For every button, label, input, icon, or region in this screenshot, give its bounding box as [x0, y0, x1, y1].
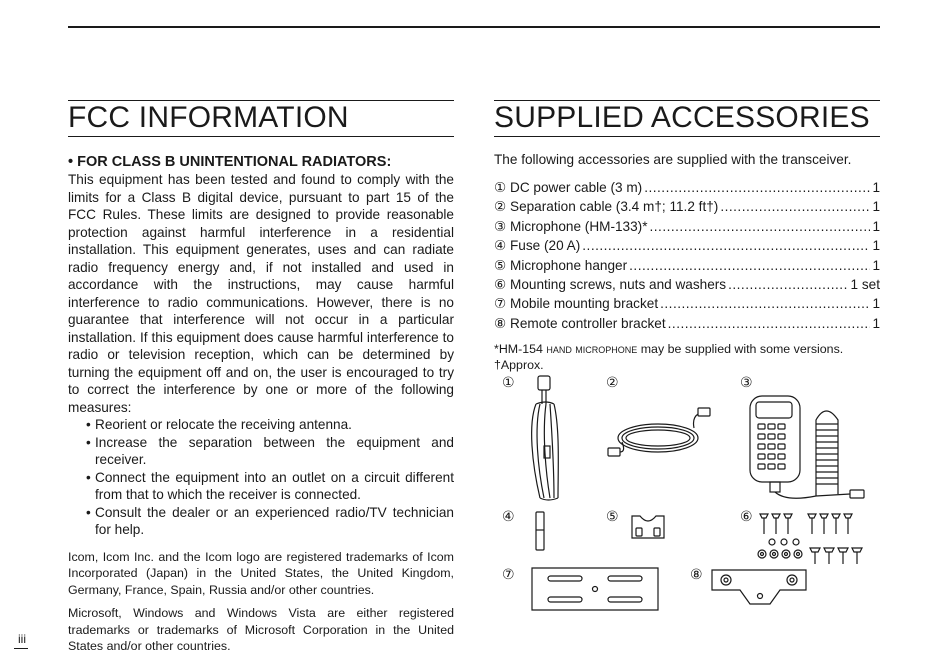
- figure-label-1: ①: [502, 374, 515, 390]
- dot-leader: [668, 314, 871, 333]
- note-smallcaps: hand microphone: [546, 342, 638, 357]
- dot-leader: [660, 294, 870, 313]
- figure-label-6: ⑥: [740, 508, 753, 524]
- list-item: [494, 178, 880, 197]
- list-item: [494, 197, 880, 216]
- separation-cable-icon: [606, 400, 718, 472]
- microphone-icon: [746, 394, 874, 504]
- item-name: Microphone (HM-133)*: [510, 218, 648, 234]
- item-quantity: 1: [872, 296, 880, 312]
- list-item: [494, 314, 880, 333]
- item-name: Mobile mounting bracket: [510, 296, 659, 312]
- item-number: ④: [494, 238, 507, 254]
- note-approx: †Approx.: [494, 358, 544, 373]
- fcc-measures-list: [68, 416, 454, 539]
- figure-label-5: ⑤: [606, 508, 619, 524]
- accessories-note: [494, 341, 880, 373]
- trademark-notice-icom: Icom, Icom Inc. and the Icom logo are registered trademarks of Icom Incorporated (Japan) in the United States, the United Kingdom, Germany, France, Spain, Russia and/or other countries.: [68, 549, 454, 598]
- item-quantity: 1: [872, 315, 880, 331]
- item-quantity: 1: [872, 238, 880, 254]
- accessories-section: [494, 100, 880, 373]
- figure-label-3: ③: [740, 374, 753, 390]
- fuse-icon: [530, 510, 550, 552]
- trademark-notice-microsoft: Microsoft, Windows and Windows Vista are either registered trademarks or trademarks of Microsoft Corporation in the United States and/or other countries.: [68, 605, 454, 654]
- item-number: ⑥: [494, 277, 507, 293]
- remote-controller-bracket-icon: [710, 568, 810, 608]
- item-number: ②: [494, 199, 507, 215]
- item-name: Fuse (20 A): [510, 238, 581, 254]
- dot-leader: [728, 275, 848, 294]
- figure-label-7: ⑦: [502, 566, 515, 582]
- list-item: [494, 294, 880, 313]
- item-quantity: 1: [872, 257, 880, 273]
- item-number: ③: [494, 218, 507, 234]
- item-name: Mounting screws, nuts and washers: [510, 277, 727, 293]
- dc-power-cable-icon: [522, 374, 572, 504]
- list-item: [494, 275, 880, 294]
- item-quantity: 1: [872, 218, 880, 234]
- item-number: ⑤: [494, 257, 507, 273]
- fcc-paragraph: This equipment has been tested and found to comply with the limits for a Class B digital device, pursuant to part 15 of the FCC Rules. These limits are designed to provide reasonable protection against harmful interference in a residential installation. This equipment generates, uses and can radiate radio frequency energy and, if not installed and used in accordance with the instructions, may cause harmful interference to radio communications. However, there is no guarantee that interference will not occur in a particular installation. If this equipment does cause harmful interference to radio or television reception, which can be determined by turning the equipment off and on, the user is encouraged to try to correct the interference by one or more of the following measures:: [68, 172, 454, 415]
- accessories-title: SUPPLIED ACCESSORIES: [494, 100, 880, 137]
- list-item: [494, 217, 880, 236]
- fcc-subheading: • FOR CLASS B UNINTENTIONAL RADIATORS:: [68, 154, 392, 170]
- item-name: Remote controller bracket: [510, 315, 666, 331]
- item-number: ⑦: [494, 296, 507, 312]
- dot-leader: [629, 256, 870, 275]
- item-quantity: 1: [872, 180, 880, 195]
- item-name: DC power cable (3 m): [510, 180, 643, 195]
- dot-leader: [650, 217, 871, 236]
- list-item: • Consult the dealer or an experienced radio/TV technician for help.: [86, 504, 454, 539]
- figure-label-2: ②: [606, 374, 619, 390]
- accessories-illustrations: [494, 370, 880, 620]
- list-item: • Connect the equipment into an outlet on a circuit different from that to which the receiver is connected.: [86, 469, 454, 504]
- note-prefix: *HM-154: [494, 342, 547, 357]
- dot-leader: [582, 236, 870, 255]
- top-rule: [68, 26, 880, 28]
- page-number-rule: [14, 648, 28, 649]
- page-number: iii: [18, 632, 26, 646]
- fcc-section: [68, 100, 454, 655]
- accessories-list: [494, 178, 880, 333]
- accessories-intro: The following accessories are supplied with the transceiver.: [494, 152, 852, 167]
- item-name: Separation cable (3.4 m†; 11.2 ft†): [510, 199, 719, 215]
- mobile-mounting-bracket-icon: [530, 566, 660, 612]
- item-name: Microphone hanger: [510, 257, 628, 273]
- dot-leader: [644, 178, 870, 197]
- list-item: • Reorient or relocate the receiving antenna.: [86, 416, 454, 434]
- dot-leader: [720, 197, 870, 216]
- item-quantity: 1: [872, 199, 880, 215]
- figure-label-4: ④: [502, 508, 515, 524]
- item-number: ①: [494, 180, 507, 195]
- microphone-hanger-icon: [628, 512, 668, 546]
- list-item: • Increase the separation between the equipment and receiver.: [86, 434, 454, 469]
- list-item: [494, 236, 880, 255]
- screws-nuts-washers-icon: [754, 510, 868, 572]
- figure-label-8: ⑧: [690, 566, 703, 582]
- note-suffix: may be supplied with some versions.: [637, 342, 844, 357]
- fcc-title: FCC INFORMATION: [68, 100, 454, 137]
- list-item: [494, 256, 880, 275]
- item-number: ⑧: [494, 315, 507, 331]
- item-quantity: 1 set: [850, 277, 880, 293]
